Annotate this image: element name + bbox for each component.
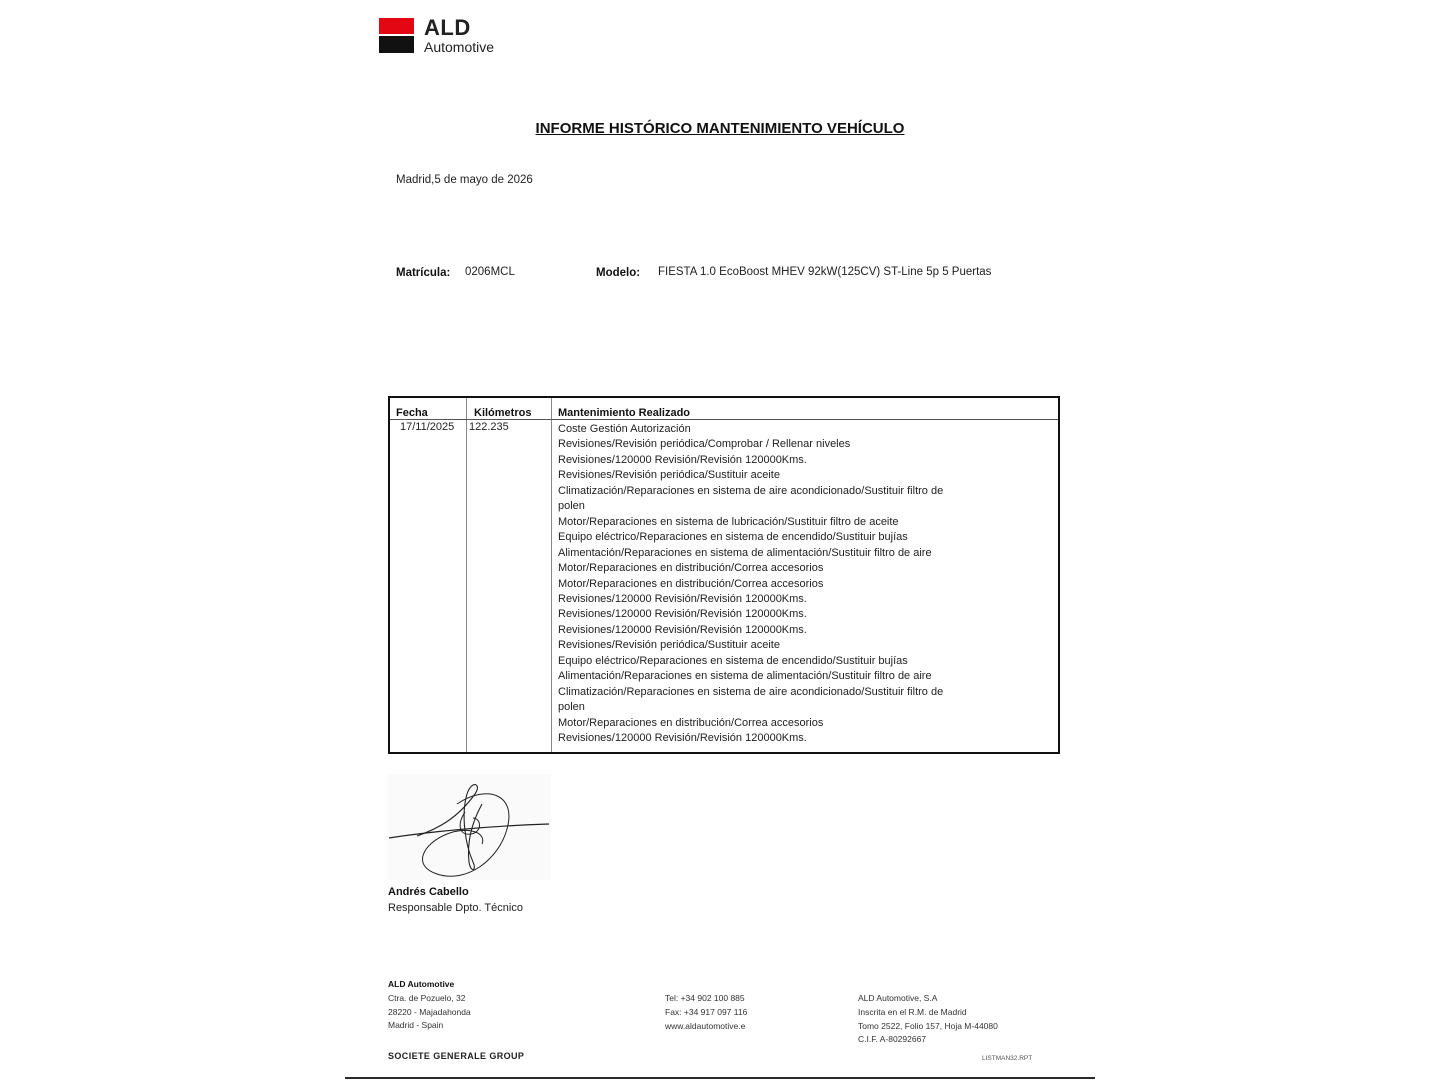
row-km: 122.235 (469, 421, 509, 433)
page-bottom-border (345, 1077, 1095, 1079)
maintenance-item: Revisiones/120000 Revisión/Revisión 120000Kms. (558, 732, 807, 745)
footer-phone: Tel: +34 902 100 885 (665, 993, 745, 1003)
maintenance-item: Coste Gestión Autorización (558, 423, 691, 435)
maintenance-item: Climatización/Reparaciones en sistema de aire acondicionado/Sustituir filtro de (558, 685, 944, 698)
footer-address (388, 978, 471, 1033)
maintenance-item: Revisiones/120000 Revisión/Revisión 120000Kms. (558, 608, 807, 621)
maintenance-item: Equipo eléctrico/Reparaciones en sistema de encendido/Sustituir bujías (558, 654, 908, 667)
maintenance-item: polen (558, 500, 585, 513)
logo-mark (379, 18, 414, 53)
maintenance-item: Alimentación/Reparaciones en sistema de alimentación/Sustituir filtro de aire (558, 670, 932, 683)
header-date: Fecha (396, 407, 428, 419)
footer-company: ALD Automotive (388, 979, 455, 989)
header-km: Kilómetros (474, 407, 532, 419)
footer-legal-line: ALD Automotive, S.A (858, 993, 938, 1003)
maintenance-item: Revisiones/120000 Revisión/Revisión 120000Kms. (558, 592, 807, 605)
plate-value: 0206MCL (465, 266, 515, 278)
model-label: Modelo: (596, 267, 641, 279)
row-date: 17/11/2025 (400, 421, 455, 433)
maintenance-item: Motor/Reparaciones en distribución/Correa accesorios (558, 716, 824, 729)
footer-group-name: SOCIETE GENERALE GROUP (388, 1051, 525, 1061)
maintenance-item: Revisiones/Revisión periódica/Sustituir aceite (558, 639, 780, 652)
footer-address-line: Madrid - Spain (388, 1020, 444, 1031)
maintenance-item: Climatización/Reparaciones en sistema de aire acondicionado/Sustituir filtro de (558, 484, 944, 497)
header-divider (390, 419, 1058, 420)
header-maintenance: Mantenimiento Realizado (558, 407, 691, 419)
footer-address-line: 28220 - Majadahonda (388, 1006, 471, 1017)
footer-website: www.aldautomotive.e (665, 1020, 746, 1031)
footer-legal-line: C.I.F. A-80292667 (858, 1034, 927, 1045)
maintenance-item: Alimentación/Reparaciones en sistema de alimentación/Sustituir filtro de aire (558, 546, 932, 559)
logo-brand: ALD (424, 15, 471, 40)
signer-name: Andrés Cabello (388, 886, 469, 898)
maintenance-item: Revisiones/120000 Revisión/Revisión 120000Kms. (558, 623, 807, 636)
column-divider (551, 398, 552, 752)
maintenance-item: Equipo eléctrico/Reparaciones en sistema de encendido/Sustituir bujías (558, 531, 908, 544)
maintenance-item: Revisiones/Revisión periódica/Comprobar / Rellenar niveles (558, 438, 851, 451)
maintenance-item: Motor/Reparaciones en distribución/Correa accesorios (558, 577, 824, 590)
footer-doc-code: LISTMAN32.RPT (982, 1055, 1033, 1062)
footer-legal-line: Tomo 2522, Folio 157, Hoja M-44080 (858, 1020, 998, 1031)
signature-image (387, 774, 551, 880)
footer-address-line: Ctra. de Pozuelo, 32 (388, 992, 466, 1003)
logo-subtitle: Automotive (424, 39, 495, 55)
maintenance-table (388, 396, 1060, 754)
plate-label: Matrícula: (396, 267, 451, 279)
column-divider (466, 398, 467, 752)
maintenance-item: Revisiones/120000 Revisión/Revisión 120000Kms. (558, 453, 807, 466)
ald-automotive-logo (379, 15, 509, 56)
document-date: Madrid,5 de mayo de 2026 (396, 174, 533, 186)
model-value: FIESTA 1.0 EcoBoost MHEV 92kW(125CV) ST-Line 5p 5 Puertas (658, 266, 992, 278)
footer-legal-line: Inscrita en el R.M. de Madrid (858, 1006, 967, 1017)
footer-contact (665, 992, 747, 1033)
footer-legal (858, 992, 998, 1047)
maintenance-item: Revisiones/Revisión periódica/Sustituir aceite (558, 469, 780, 482)
maintenance-item: Motor/Reparaciones en sistema de lubricación/Sustituir filtro de aceite (558, 515, 899, 528)
signer-role: Responsable Dpto. Técnico (388, 902, 523, 914)
footer-fax: Fax: +34 917 097 116 (665, 1006, 748, 1017)
document-title: INFORME HISTÓRICO MANTENIMIENTO VEHÍCULO (535, 120, 905, 137)
maintenance-item: polen (558, 701, 585, 714)
maintenance-item: Motor/Reparaciones en distribución/Correa accesorios (558, 562, 824, 575)
maintenance-items (558, 422, 1048, 747)
